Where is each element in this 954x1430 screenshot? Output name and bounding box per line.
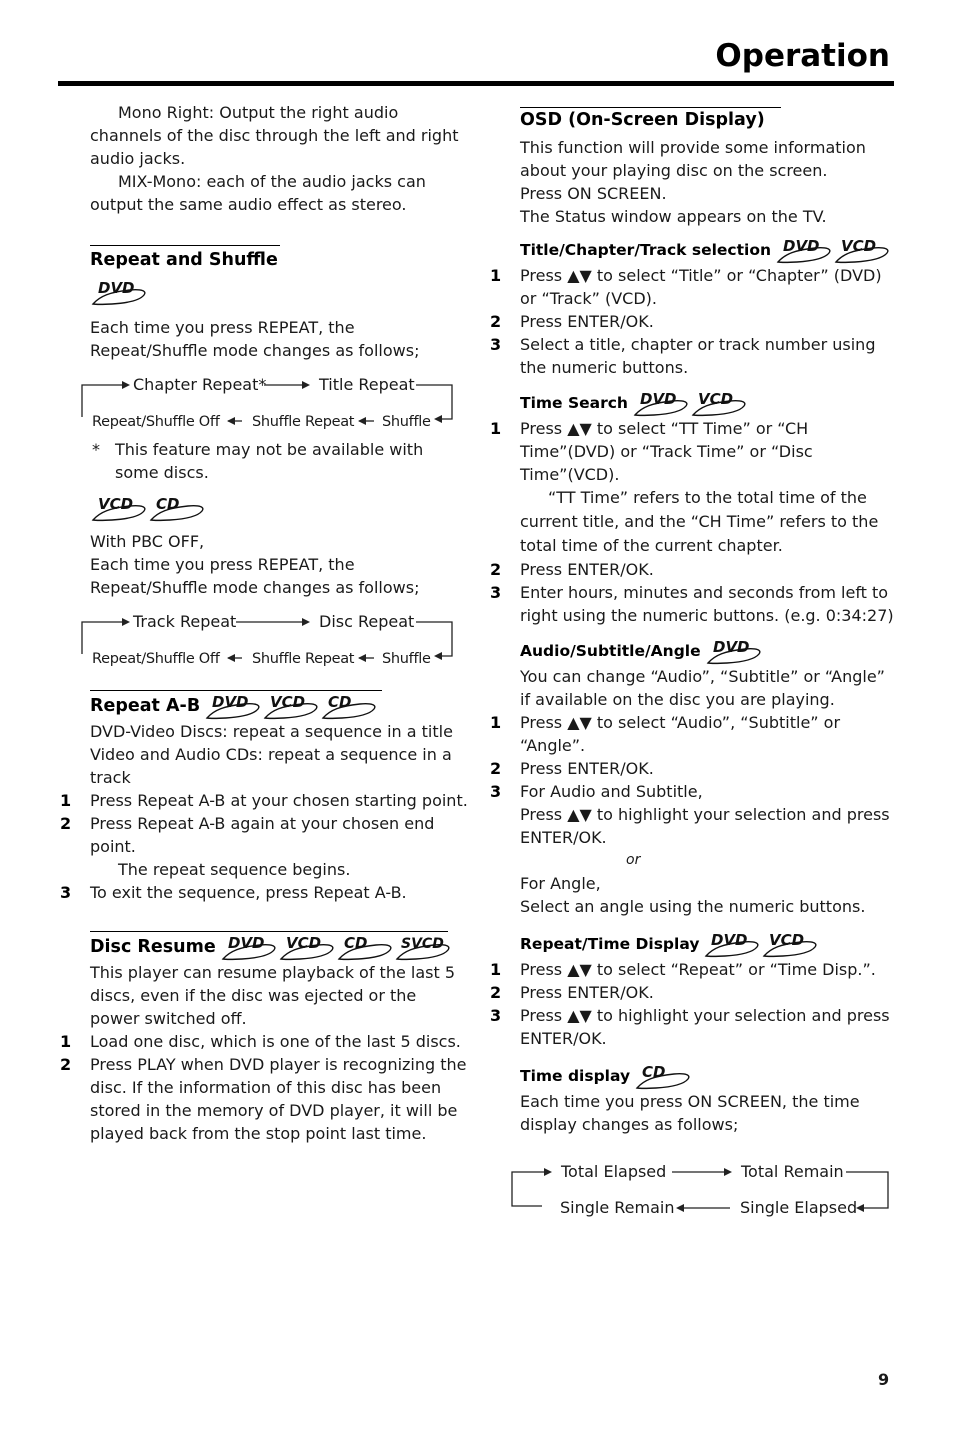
- dvd-logo: [220, 933, 278, 961]
- repeat-dvd-intro: Each time you press REPEAT, the Repeat/Shuffle mode changes as follows;: [90, 318, 420, 360]
- svg-text:CD: CD: [156, 495, 180, 513]
- step-text: Press ENTER/OK.: [520, 759, 654, 778]
- svg-text:VCD: VCD: [270, 693, 306, 711]
- right-column: [490, 101, 896, 1218]
- repeat-shuffle-title: Repeat and Shuffle: [90, 250, 278, 270]
- step-number: 1: [60, 791, 72, 810]
- title-sel-step-2: [490, 310, 896, 333]
- repeat-ab-step-2: [60, 812, 468, 858]
- feature-note: [90, 438, 468, 484]
- svcd-logo: [394, 933, 452, 961]
- page-number: 9: [878, 1370, 890, 1389]
- disc-resume-logos: [220, 933, 452, 961]
- step-number: 2: [490, 312, 502, 331]
- mix-mono-text: MIX-Mono: each of the audio jacks can output the same audio effect as stereo.: [90, 172, 426, 214]
- dvd-logo: [705, 637, 763, 665]
- repeat-ab-desc: DVD-Video Discs: repeat a sequence in a title Video and Audio CDs: repeat a sequence in a track: [90, 722, 453, 787]
- disc-resume-title: Disc Resume: [90, 936, 216, 957]
- flow-chapter-repeat: Chapter Repeat*: [133, 375, 267, 394]
- dvd-logo: [775, 236, 833, 264]
- repeat-ab-step-2-sub: The repeat sequence begins.: [118, 860, 351, 879]
- time-display-flow: [512, 1136, 892, 1218]
- repeat-time-heading: [520, 930, 896, 958]
- flow-track-repeat: Track Repeat: [133, 612, 237, 631]
- osd-line-1: This function will provide some information about your playing disc on the screen.: [520, 138, 866, 180]
- flow-repeat-shuffle-off: Repeat/Shuffle Off: [92, 651, 220, 667]
- step-number: 1: [490, 419, 502, 438]
- time-search-step-3: [490, 581, 896, 627]
- angle-line-2: Select an angle using the numeric buttons.: [520, 897, 866, 916]
- step-number: 1: [490, 713, 502, 732]
- svg-text:DVD: DVD: [212, 693, 249, 711]
- feature-note-text: This feature may not be available with some discs.: [115, 440, 424, 482]
- step-number: 2: [490, 983, 502, 1002]
- step-number: 2: [490, 560, 502, 579]
- repeat-time-step-2: [490, 981, 896, 1004]
- step-text: Press Repeat A-B again at your chosen end point.: [90, 814, 435, 856]
- osd-heading: [520, 109, 896, 132]
- repeat-flow-vcd: [82, 599, 462, 667]
- flow-repeat-shuffle-off: Repeat/Shuffle Off: [92, 414, 220, 430]
- vcd-logo: [833, 236, 891, 264]
- vcd-logo: [90, 494, 148, 522]
- svg-text:DVD: DVD: [783, 237, 820, 255]
- disc-resume-step-1: [60, 1030, 468, 1053]
- page-title: Operation: [715, 38, 890, 74]
- flow-shuffle: Shuffle: [382, 414, 431, 430]
- step-text: Enter hours, minutes and seconds from left to right using the numeric buttons. (e.g. 0:34:27): [520, 583, 894, 625]
- time-search-heading: [520, 389, 896, 417]
- step-number: 2: [60, 1055, 72, 1074]
- step-text: Press ▲▼ to select “Title” or “Chapter” (DVD) or “Track” (VCD).: [520, 266, 882, 308]
- step-text: Select a title, chapter or track number using the numeric buttons.: [520, 335, 876, 377]
- flow-single-remain: Single Remain: [560, 1198, 675, 1217]
- flow-total-elapsed: Total Elapsed: [561, 1162, 667, 1181]
- svg-text:VCD: VCD: [285, 934, 321, 952]
- step-text: Press ▲▼ to select “Repeat” or “Time Disp.”.: [520, 960, 876, 979]
- svg-text:DVD: DVD: [227, 934, 265, 952]
- time-display-desc: Each time you press ON SCREEN, the time display changes as follows;: [520, 1092, 860, 1134]
- vcd-cd-logo-row: [90, 494, 206, 522]
- repeat-time-step-3: [490, 1004, 896, 1050]
- step-number: 3: [490, 782, 502, 801]
- time-search-step-2: [490, 558, 896, 581]
- audio-step-2: [490, 757, 896, 780]
- step-number: 1: [60, 1032, 72, 1051]
- repeat-ab-logos: [204, 692, 378, 720]
- flow-shuffle-repeat: Shuffle Repeat: [252, 414, 355, 430]
- repeat-ab-step-3: [60, 881, 468, 904]
- repeat-time-logos: [703, 930, 819, 958]
- osd-title: OSD (On-Screen Display): [520, 110, 765, 130]
- vcd-logo: [278, 933, 336, 961]
- time-display-title: Time display: [520, 1066, 631, 1085]
- title-sel-step-3: [490, 333, 896, 379]
- svg-text:SVCD: SVCD: [400, 936, 444, 952]
- dvd-logo: [703, 930, 761, 958]
- disc-resume-desc: This player can resume playback of the last 5 discs, even if the disc was ejected or the power switched off.: [90, 963, 456, 1028]
- vcd-logo: [690, 389, 748, 417]
- title-selection-heading: [520, 236, 896, 264]
- step-text: To exit the sequence, press Repeat A-B.: [90, 883, 407, 902]
- cd-logo: [634, 1062, 692, 1090]
- step-text: Press PLAY when DVD player is recognizing the disc. If the information of this disc has been stored in the memory of DVD player, it will be played back from the stop point last time.: [90, 1055, 467, 1143]
- svg-text:DVD: DVD: [712, 638, 750, 656]
- svg-text:VCD: VCD: [98, 495, 134, 513]
- audio-desc: You can change “Audio”, “Subtitle” or “Angle” if available on the disc you are playing.: [520, 667, 885, 709]
- step-text: Load one disc, which is one of the last 5 discs.: [90, 1032, 461, 1051]
- step-text: Press Repeat A-B at your chosen starting point.: [90, 791, 468, 810]
- svg-text:CD: CD: [343, 934, 368, 952]
- svg-text:DVD: DVD: [639, 390, 677, 408]
- step-text: Press ▲▼ to select “Audio”, “Subtitle” or “Angle”.: [520, 713, 841, 755]
- title-selection-title: Title/Chapter/Track selection: [520, 240, 771, 259]
- dvd-logo: [204, 692, 262, 720]
- time-display-heading: [520, 1062, 896, 1090]
- audio-step-1: [490, 711, 896, 757]
- osd-line-2: Press ON SCREEN.: [520, 184, 667, 203]
- svg-text:CD: CD: [328, 693, 352, 711]
- flow-total-remain: Total Remain: [741, 1162, 844, 1181]
- audio-step-3: [490, 780, 896, 803]
- audio-logos: [705, 637, 763, 665]
- repeat-vcd-intro: Each time you press REPEAT, the Repeat/Shuffle mode changes as follows;: [90, 555, 420, 597]
- step-text: For Audio and Subtitle,: [520, 782, 703, 801]
- svg-text:DVD: DVD: [711, 931, 748, 949]
- step-number: 2: [490, 759, 502, 778]
- flow-single-elapsed: Single Elapsed: [740, 1198, 858, 1217]
- step-number: 3: [490, 1006, 502, 1025]
- step-text: Press ▲▼ to select “TT Time” or “CH Time”(DVD) or “Track Time” or “Disc Time”(VCD).: [520, 419, 813, 484]
- step-number: 2: [60, 814, 72, 833]
- repeat-ab-step-1: [60, 789, 468, 812]
- repeat-flow-dvd: [82, 362, 462, 430]
- repeat-ab-heading: [90, 692, 468, 720]
- dvd-logo: [90, 278, 148, 306]
- cd-logo: [320, 692, 378, 720]
- step-number: 3: [490, 583, 502, 602]
- step-text: Press ▲▼ to highlight your selection and press ENTER/OK.: [520, 1006, 890, 1048]
- flow-disc-repeat: Disc Repeat: [319, 612, 415, 631]
- step-number: 3: [490, 335, 502, 354]
- flow-shuffle: Shuffle: [382, 651, 431, 667]
- svg-text:VCD: VCD: [769, 931, 805, 949]
- angle-line-1: For Angle,: [520, 874, 601, 893]
- osd-line-3: The Status window appears on the TV.: [520, 207, 827, 226]
- step-number: 1: [490, 266, 502, 285]
- left-column: [60, 101, 468, 1145]
- vcd-logo: [262, 692, 320, 720]
- asterisk-mark: *: [92, 440, 100, 459]
- dvd-logo-row: [90, 278, 148, 306]
- audio-subtitle-angle-heading: [520, 637, 896, 665]
- flow-shuffle-repeat: Shuffle Repeat: [252, 651, 355, 667]
- audio-step-3-sub: Press ▲▼ to highlight your selection and press ENTER/OK.: [520, 805, 890, 847]
- audio-subtitle-angle-title: Audio/Subtitle/Angle: [520, 641, 701, 660]
- cd-logo: [336, 933, 394, 961]
- disc-resume-step-2: [60, 1053, 468, 1145]
- cd-logo: [148, 494, 206, 522]
- step-text: Press ENTER/OK.: [520, 983, 654, 1002]
- time-search-step-1: [490, 417, 896, 486]
- repeat-shuffle-heading: [90, 249, 468, 272]
- svg-text:DVD: DVD: [98, 279, 135, 297]
- repeat-time-title: Repeat/Time Display: [520, 934, 700, 953]
- flow-title-repeat: Title Repeat: [319, 375, 415, 394]
- title-selection-logos: [775, 236, 891, 264]
- step-text: Press ENTER/OK.: [520, 560, 654, 579]
- step-number: 3: [60, 883, 72, 902]
- repeat-time-step-1: [490, 958, 896, 981]
- vcd-logo: [761, 930, 819, 958]
- time-search-step-1-sub: “TT Time” refers to the total time of the current title, and the “CH Time” refers to the total time of the current chapter.: [520, 488, 879, 555]
- step-number: 1: [490, 960, 502, 979]
- or-word: or: [626, 852, 641, 868]
- svg-text:VCD: VCD: [697, 390, 734, 408]
- pbc-off-text: With PBC OFF,: [90, 532, 205, 551]
- disc-resume-heading: [90, 933, 468, 961]
- repeat-ab-title: Repeat A-B: [90, 695, 201, 716]
- title-rule: [58, 81, 894, 86]
- mono-right-text: Mono Right: Output the right audio channels of the disc through the left and right audio jacks.: [90, 103, 459, 168]
- time-display-logos: [634, 1062, 692, 1090]
- title-sel-step-1: [490, 264, 896, 310]
- step-text: Press ENTER/OK.: [520, 312, 654, 331]
- time-search-title: Time Search: [520, 393, 628, 412]
- svg-text:CD: CD: [642, 1063, 666, 1081]
- dvd-logo: [632, 389, 690, 417]
- svg-text:VCD: VCD: [841, 237, 877, 255]
- time-search-logos: [632, 389, 748, 417]
